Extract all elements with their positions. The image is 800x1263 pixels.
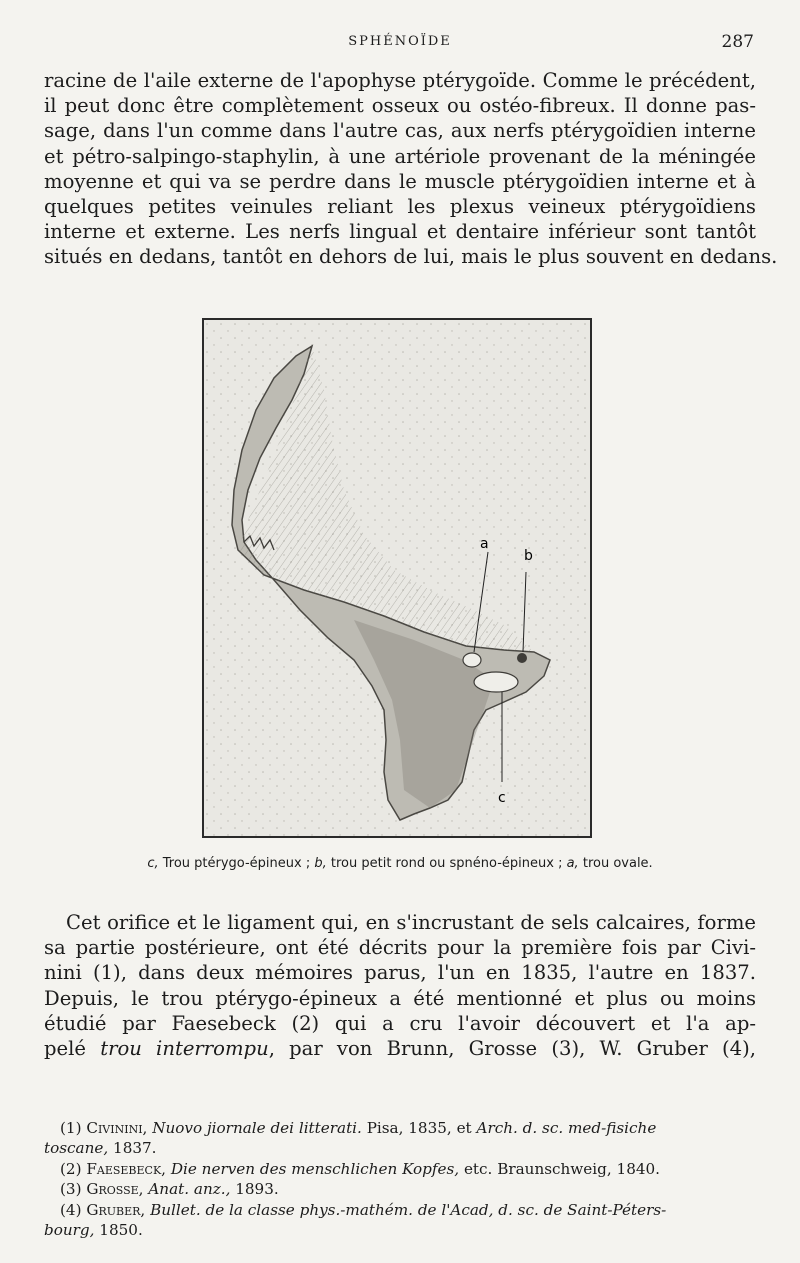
footnote-text: etc. Braunschweig, 1840. [463,1159,661,1178]
text-line: racine de l'aile externe de l'apophyse ptérygoïde. Comme le précédent, [44,69,756,92]
footnote-number: (3) [60,1180,82,1199]
text-segment: , par von Brunn, Grosse (3), W. Gruber (4), [268,1037,756,1061]
text-line: moyenne et qui va se perdre dans le muscle ptérygoïdien interne et à [44,169,756,193]
anatomical-figure [202,318,592,838]
text-line: et pétro-salpingo-staphylin, à une artériole provenant de la méningée [44,144,756,168]
italic-term: trou interrompu [100,1037,269,1061]
footnote-author: Grosse, [86,1180,144,1199]
footnote-4-continuation [44,1220,756,1240]
text-line [44,1036,756,1061]
caption-text-c: Trou ptérygo-épineux ; [162,856,311,871]
caption-letter-a: a, [566,856,579,871]
footnote-text: 1850. [99,1221,143,1240]
footnote-4 [44,1200,756,1220]
footnote-journal: toscane, [44,1139,109,1158]
footnote-text: 1893. [235,1180,279,1199]
footnote-title: Anat. anz., [148,1180,231,1199]
footnote-1 [44,1118,756,1138]
caption-letter-b: b, [314,856,327,871]
sphenoid-illustration [204,320,590,836]
footnote-title: Die nerven des menschlichen Kopfes, [170,1159,460,1178]
paragraph-bottom [44,910,756,1061]
caption-letter-c: c, [147,856,159,871]
text-line: quelques petites veinules reliant les plexus veineux ptérygoïdiens [44,195,756,219]
footnote-author: Faesebeck, [86,1159,166,1178]
figure-label-c: c [498,790,506,806]
caption-text-b: trou petit rond ou spnéno-épineux ; [330,856,563,871]
page-header [0,34,800,56]
text-line: étudié par Faesebeck (2) qui a cru l'avoir découvert et l'a ap- [44,1011,756,1035]
text-segment: pelé [44,1037,101,1061]
footnote-author: Gruber, [86,1200,146,1219]
footnote-journal: bourg, [44,1221,95,1240]
caption-text-a: trou ovale. [582,856,653,871]
footnote-title: Bullet. de la classe phys.-mathém. de l'Acad, d. sc. de Saint-Péters- [150,1200,667,1219]
pterygo-spinous-foramen [474,672,518,692]
footnote-author: Civinini, [86,1119,148,1137]
footnote-text: 1837. [113,1139,157,1158]
page-number: 287 [721,32,754,52]
text-line: sage, dans l'un comme dans l'autre cas, aux nerfs ptérygoïdien interne [44,119,756,143]
footnotes [44,1118,756,1240]
figure-label-a: a [480,536,489,552]
figure-label-b: b [524,548,533,564]
running-title: SPHÉNOÏDE [348,34,452,49]
footnote-2 [44,1159,756,1179]
footnote-number: (2) [60,1159,82,1178]
text-line: Depuis, le trou ptérygo-épineux a été mentionné et plus ou moins [44,986,756,1010]
text-line: nini (1), dans deux mémoires parus, l'un en 1835, l'autre en 1837. [44,961,756,985]
paragraph-top [44,68,778,270]
text-line: situés en dedans, tantôt en dehors de lui, mais le plus souvent en dedans. [44,245,778,269]
figure-caption [0,856,800,871]
text-line: Cet orifice et le ligament qui, en s'incrustant de sels calcaires, forme [66,911,756,934]
footnote-3 [44,1179,756,1199]
footnote-title: Nuovo jiornale dei litterati. [152,1119,362,1137]
footnote-text: Pisa, 1835, et [366,1119,472,1137]
footnote-1-continuation [44,1138,756,1158]
foramen-ovale [463,653,481,667]
footnote-journal: Arch. d. sc. med-fisiche [476,1119,657,1137]
footnote-number: (1) [60,1119,82,1137]
text-line: il peut donc être complètement osseux ou ostéo-fibreux. Il donne pas- [44,94,756,118]
footnote-number: (4) [60,1200,82,1219]
text-line: sa partie postérieure, ont été décrits pour la première fois par Civi- [44,936,756,960]
text-line: interne et externe. Les nerfs lingual et dentaire inférieur sont tantôt [44,220,756,244]
foramen-spinosum [517,653,527,663]
